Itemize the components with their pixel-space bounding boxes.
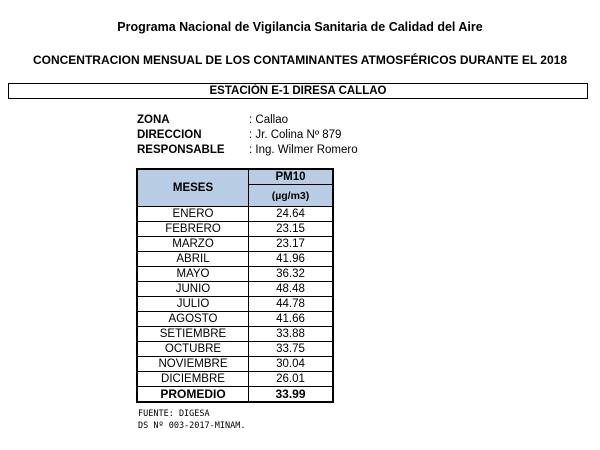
month-cell: SETIEMBRE [137, 327, 249, 342]
table-row [137, 297, 333, 312]
pm10-table [136, 168, 334, 403]
table-row [137, 237, 333, 252]
month-cell: AGOSTO [137, 312, 249, 327]
table-row [137, 312, 333, 327]
month-cell: JULIO [137, 297, 249, 312]
month-cell: MARZO [137, 237, 249, 252]
responsable-label: RESPONSABLE [137, 144, 225, 156]
pm10-value-cell: 36.32 [249, 267, 334, 282]
pm10-value-cell: 33.88 [249, 327, 334, 342]
pm10-value-cell: 41.66 [249, 312, 334, 327]
table-row [137, 282, 333, 297]
table-row [137, 252, 333, 267]
zona-value: : Callao [249, 114, 288, 126]
average-row [137, 387, 333, 403]
pm10-value-cell: 48.48 [249, 282, 334, 297]
month-cell: DICIEMBRE [137, 372, 249, 387]
month-cell: JUNIO [137, 282, 249, 297]
pm10-value-cell: 23.15 [249, 222, 334, 237]
info-row-zona [137, 113, 358, 128]
month-cell: ABRIL [137, 252, 249, 267]
average-value: 33.99 [249, 387, 334, 403]
table-row [137, 222, 333, 237]
table-row [137, 357, 333, 372]
column-header-pollutant: PM10 [249, 169, 334, 185]
month-cell: OCTUBRE [137, 342, 249, 357]
direccion-label: DIRECCION [137, 129, 202, 141]
month-cell: FEBRERO [137, 222, 249, 237]
pm10-value-cell: 24.64 [249, 207, 334, 222]
month-cell: MAYO [137, 267, 249, 282]
program-title: Programa Nacional de Vigilancia Sanitaria de Calidad del Aire [117, 20, 483, 34]
table-row [137, 342, 333, 357]
pm10-value-cell: 41.96 [249, 252, 334, 267]
column-header-months: MESES [137, 169, 249, 207]
table-row [137, 327, 333, 342]
info-row-responsable [137, 143, 358, 158]
source-note: FUENTE: DIGESA [138, 409, 210, 419]
column-header-unit: (µg/m3) [249, 185, 334, 207]
info-row-direccion [137, 128, 358, 143]
footer-notes [138, 408, 245, 432]
pm10-value-cell: 23.17 [249, 237, 334, 252]
pm10-value-cell: 33.75 [249, 342, 334, 357]
pm10-value-cell: 44.78 [249, 297, 334, 312]
pm10-value-cell: 26.01 [249, 372, 334, 387]
month-cell: ENERO [137, 207, 249, 222]
direccion-value: : Jr. Colina Nº 879 [249, 129, 342, 141]
average-label: PROMEDIO [137, 387, 249, 403]
table-row [137, 207, 333, 222]
zona-label: ZONA [137, 114, 170, 126]
station-info [137, 113, 358, 158]
table-row [137, 372, 333, 387]
table-body [137, 207, 333, 387]
pm10-value-cell: 30.04 [249, 357, 334, 372]
station-title: ESTACIÓN E-1 DIRESA CALLAO [8, 83, 588, 99]
responsable-value: : Ing. Wilmer Romero [249, 144, 358, 156]
report-subtitle: CONCENTRACION MENSUAL DE LOS CONTAMINANTES ATMOSFÉRICOS DURANTE EL 2018 [32, 53, 568, 67]
month-cell: NOVIEMBRE [137, 357, 249, 372]
regulation-note: DS Nº 003-2017-MINAM. [138, 421, 246, 431]
table-row [137, 267, 333, 282]
